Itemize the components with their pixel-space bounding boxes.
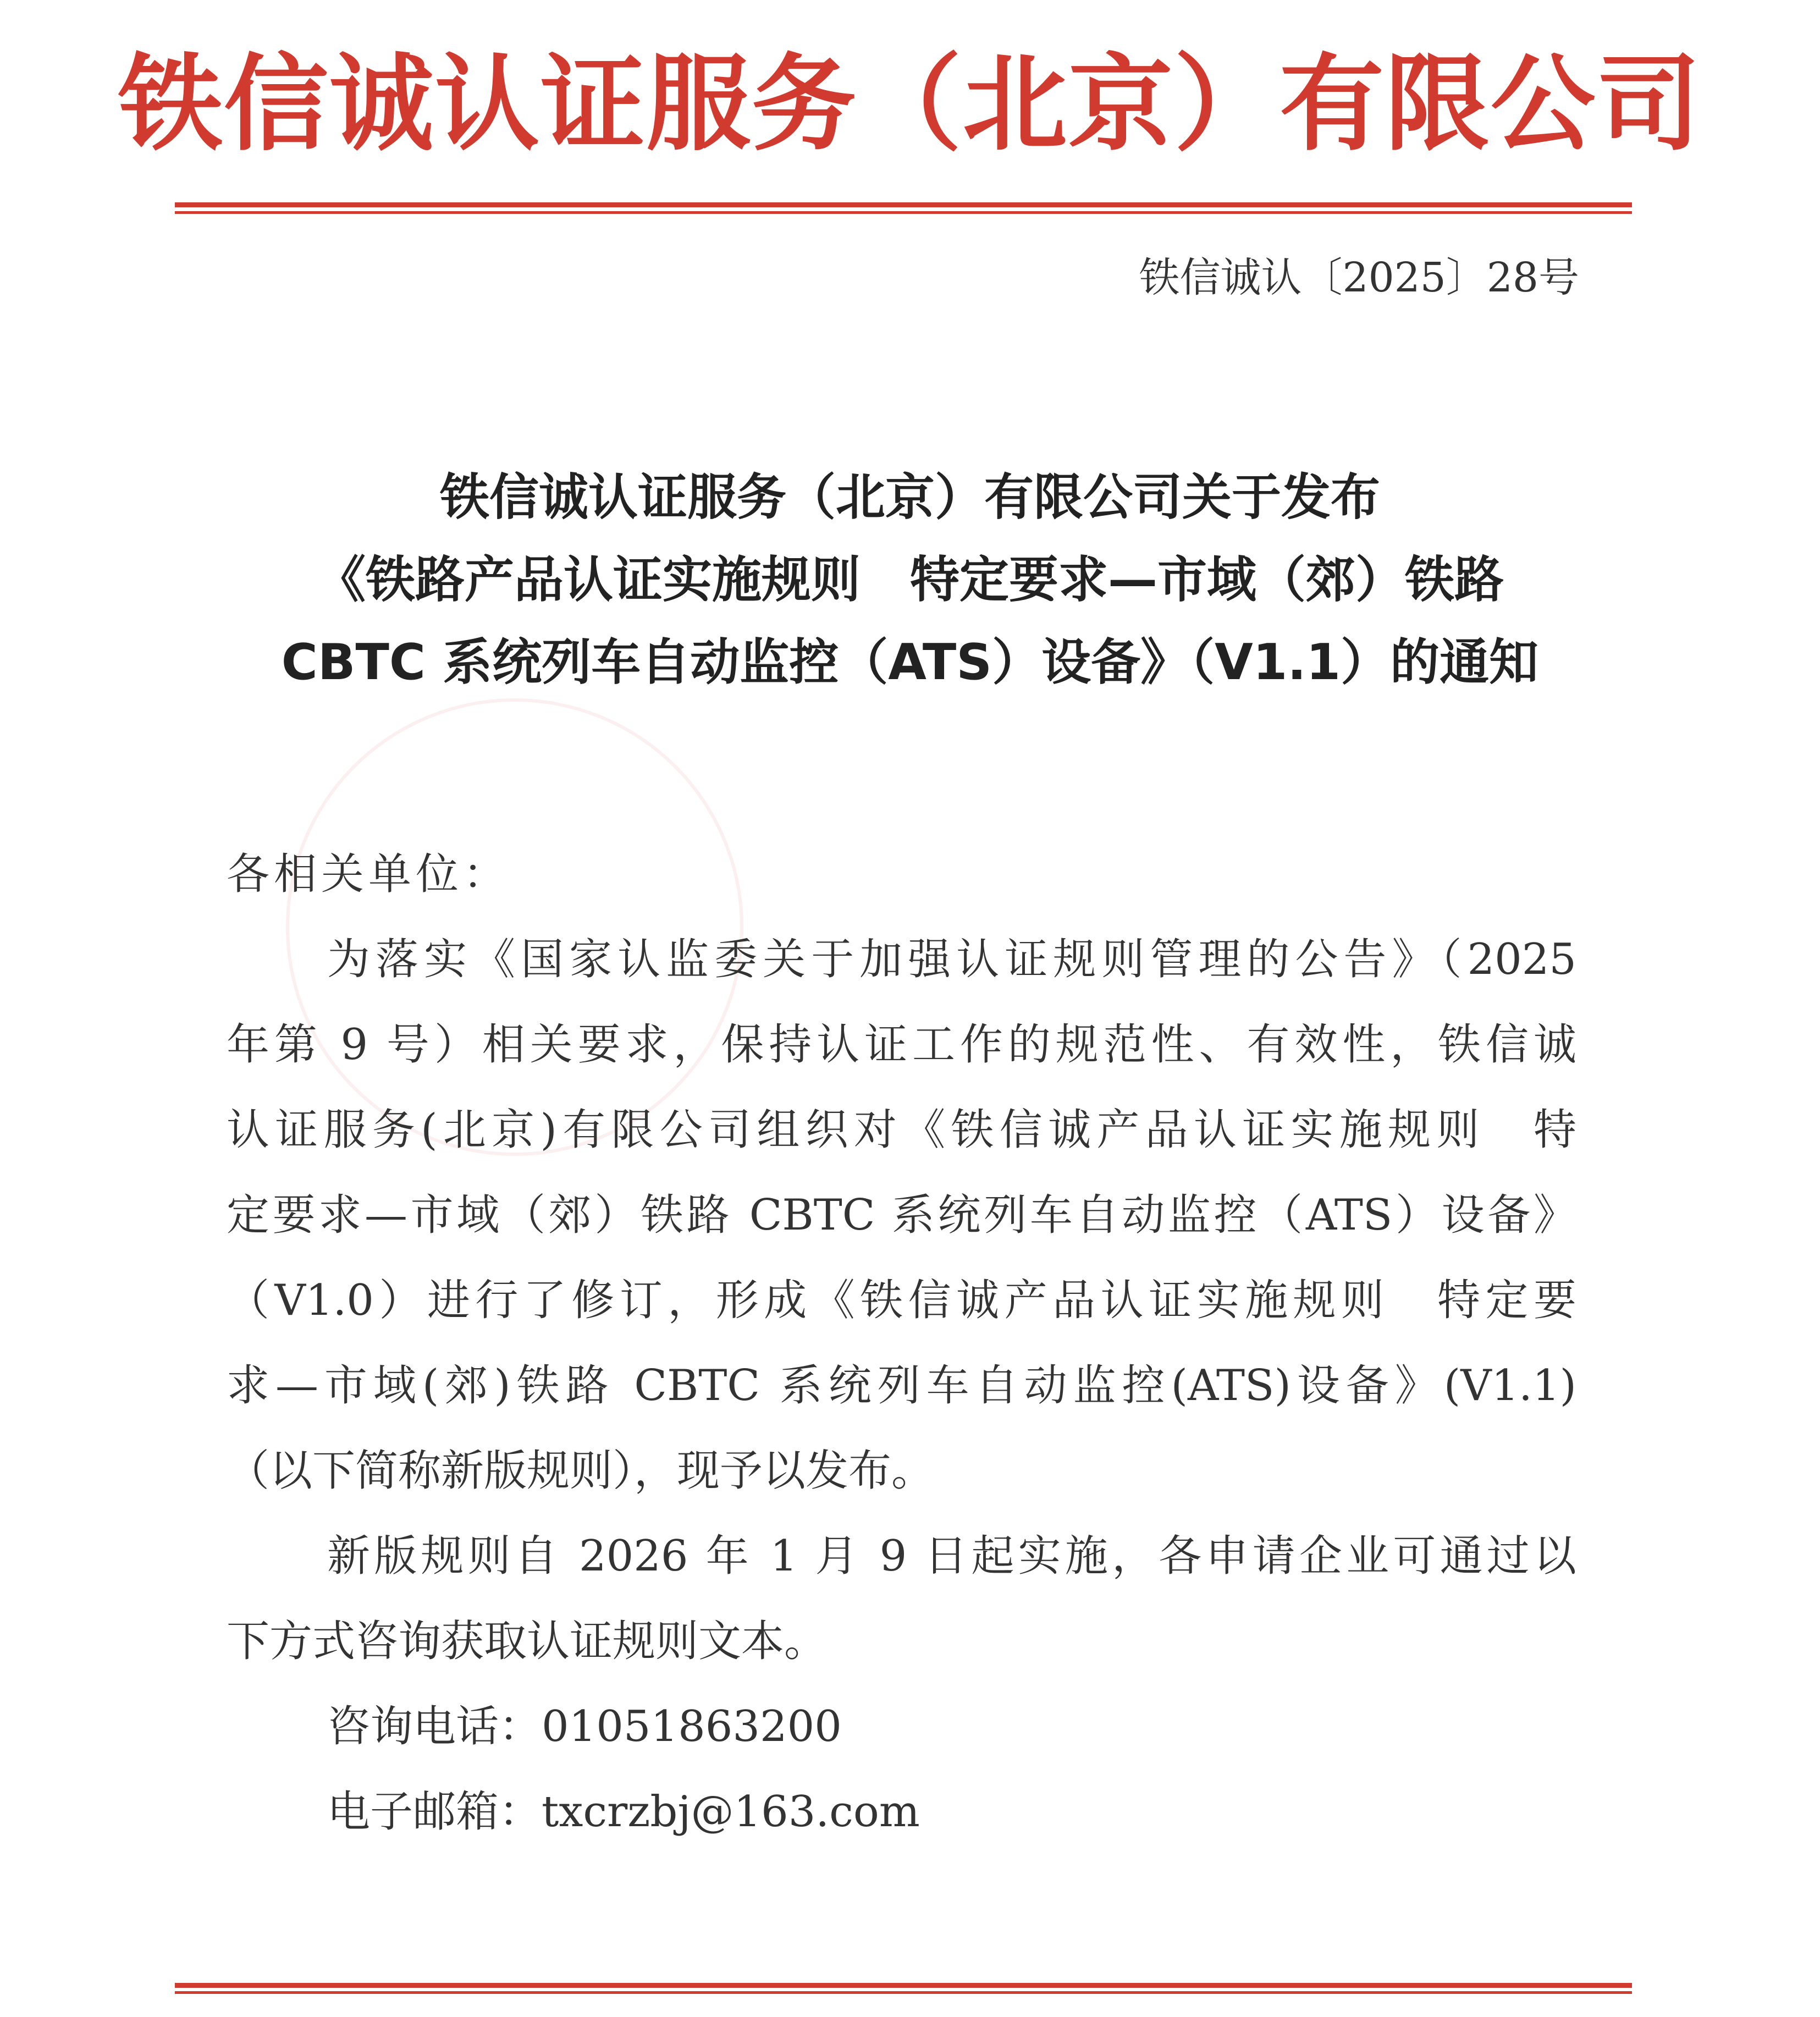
paragraph1-line: 为落实《国家认监委关于加强认证规则管理的公告》（2025: [327, 935, 1576, 984]
title-line-2: 《铁路产品认证实施规则 特定要求—市域（郊）铁路: [316, 551, 1504, 609]
title-line-1: 铁信诚认证服务（北京）有限公司关于发布: [440, 469, 1380, 526]
footer-red-rule-thick: [175, 1983, 1632, 1988]
contact-email: 电子邮箱：txcrzbj@163.com: [327, 1787, 920, 1837]
title-line-3: CBTC 系统列车自动监控（ATS）设备》（V1.1）的通知: [281, 633, 1539, 691]
paragraph1-line: 求—市域(郊)铁路 CBTC 系统列车自动监控(ATS)设备》(V1.1): [227, 1361, 1576, 1410]
paragraph1-line: 认证服务(北京)有限公司组织对《铁信诚产品认证实施规则 特: [227, 1105, 1576, 1155]
letterhead-org-name: 铁信诚认证服务（北京）有限公司: [118, 43, 1702, 165]
letterhead-red-rule-thin: [175, 211, 1632, 214]
paragraph1-line: （V1.0）进行了修订，形成《铁信诚产品认证实施规则 特定要: [227, 1276, 1576, 1325]
footer-red-rule-thin: [175, 1991, 1632, 1994]
contact-phone: 咨询电话：01051863200: [327, 1702, 842, 1751]
paragraph2-line: 新版规则自 2026 年 1 月 9 日起实施，各申请企业可通过以: [327, 1531, 1576, 1581]
paragraph2-line: 下方式咨询获取认证规则文本。: [227, 1617, 828, 1666]
letterhead-red-rule-thick: [175, 202, 1632, 207]
document-number: 铁信诚认〔2025〕28号: [1139, 254, 1579, 301]
faint-seal-watermark: [286, 698, 743, 1156]
paragraph1-line: （以下简称新版规则），现予以发布。: [227, 1446, 935, 1496]
salutation: 各相关单位：: [227, 850, 511, 899]
paragraph1-line: 定要求—市域（郊）铁路 CBTC 系统列车自动监控（ATS）设备》: [227, 1191, 1576, 1240]
paragraph1-line: 年第 9 号）相关要求，保持认证工作的规范性、有效性，铁信诚: [227, 1020, 1576, 1070]
